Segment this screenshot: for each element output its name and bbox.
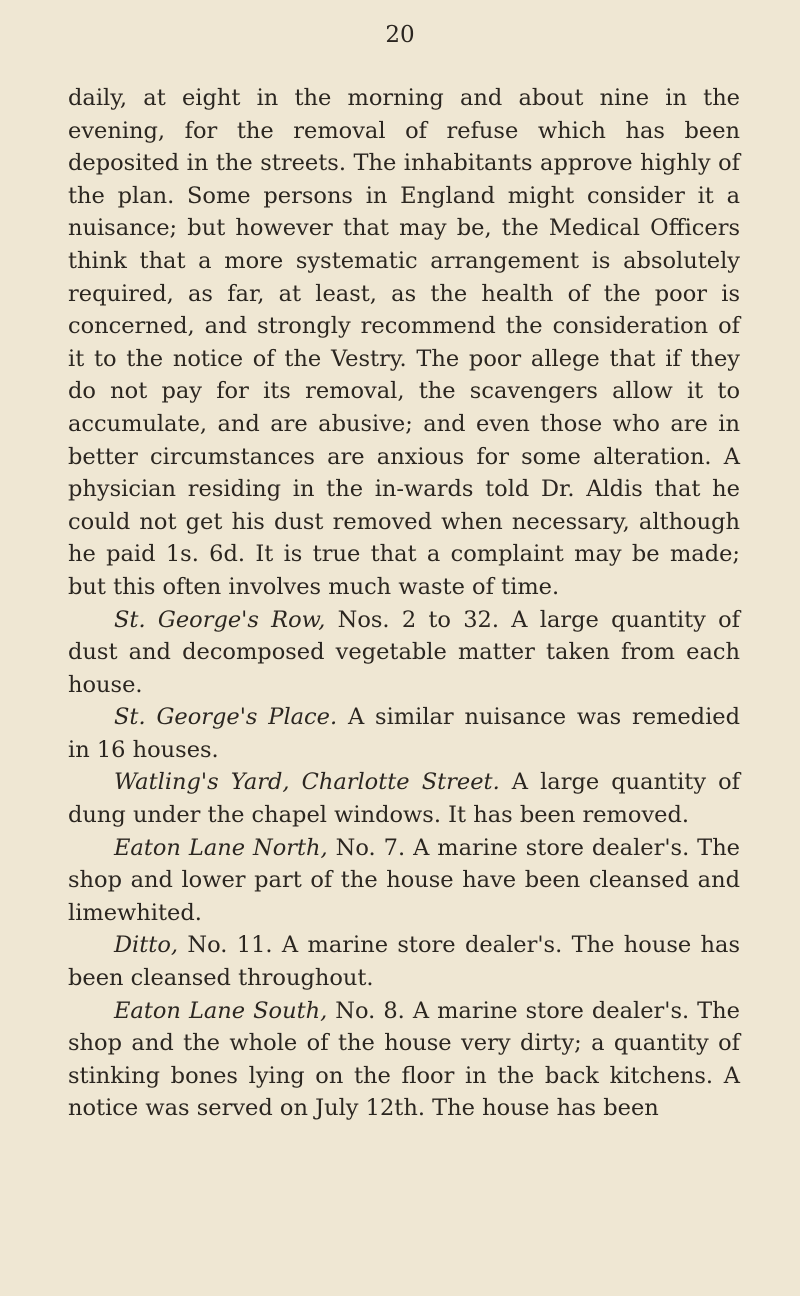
body-text [68,82,740,1125]
entry-place: St. George's Place. [114,704,338,731]
entry-text: A large quantity of dung under the chapel windows. It has been removed. [68,769,740,829]
entry-text: No. 8. A marine store dealer's. The shop and the whole of the house very dirty; a quantity of stinking bones lying on the floor in the back kitchens. A notice was served on July 12th. The house has been [68,997,740,1122]
entry-text: A similar nuisance was remedied in 16 houses. [68,704,740,763]
entry-place: Eaton Lane South, [114,997,328,1024]
entry-paragraph [68,929,740,994]
entry-paragraph [68,604,740,702]
opening-paragraph: daily, at eight in the morning and about nine in the evening, for the removal of refuse which has been deposited in the streets. The inhabitants approve highly of the plan. Some persons in England might consider it a nuisance; but however that may be, the Medical Officers think that a more systematic arrangement is absolutely required, as far, at least, as the health of the poor is concerned, and strongly recommend the consideration of it to the notice of the Vestry. The poor allege that if they do not pay for its removal, the scavengers allow it to accumulate, and are abusive; and even those who are in better circumstances are anxious for some alteration. A physician residing in the in-wards told Dr. Aldis that he could not get his dust removed when necessary, although he paid 1s. 6d. It is true that a complaint may be made; but this often involves much waste of time. [68,85,740,600]
page-number: 20 [385,22,415,48]
entry-paragraph [68,701,740,766]
entry-place: Ditto, [114,932,179,959]
entry-text: No. 11. A marine store dealer's. The house has been cleansed throughout. [68,932,740,992]
entry-paragraph [68,832,740,930]
entry-text: Nos. 2 to 32. A large quantity of dust and decomposed vegetable matter taken from each house. [68,606,740,698]
entry-paragraph [68,766,740,831]
entry-place: Watling's Yard, Charlotte Street. [114,769,500,796]
entry-place: Eaton Lane North, [114,834,328,861]
entry-place: St. George's Row, [114,606,326,633]
entry-text: No. 7. A marine store dealer's. The shop and lower part of the house have been cleansed and limewhited. [68,834,740,926]
entry-paragraph [68,995,740,1125]
